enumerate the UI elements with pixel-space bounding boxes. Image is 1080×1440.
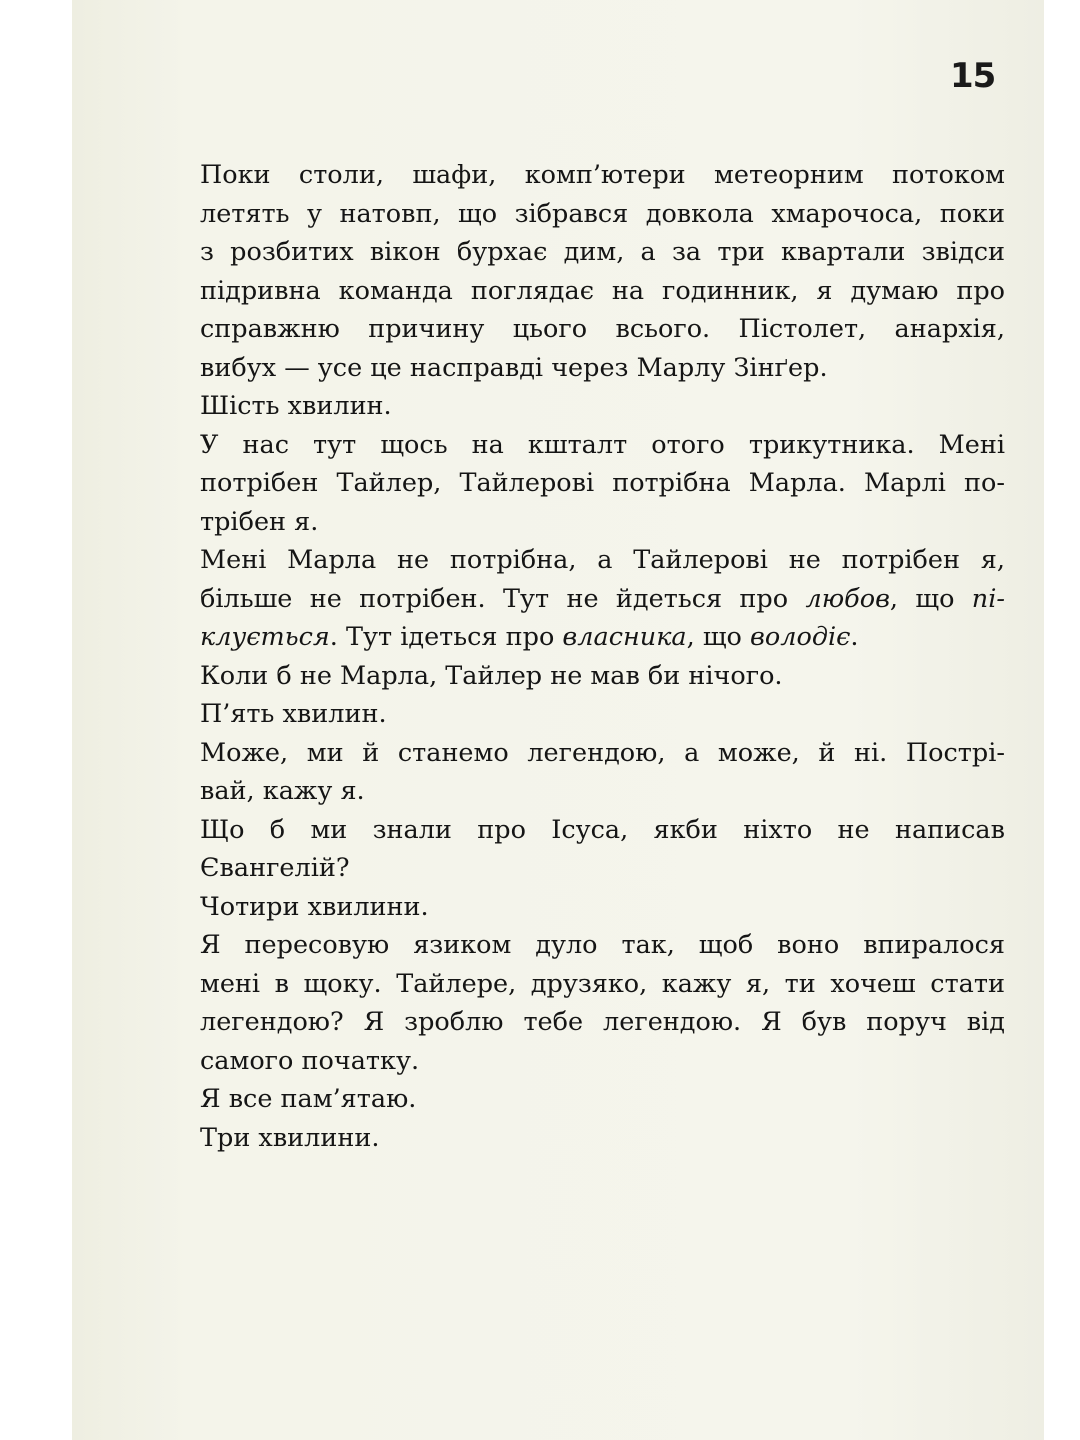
paragraph-9 bbox=[200, 888, 1005, 927]
text-line: У нас тут щось на кшталт отого трикутника. Мені bbox=[200, 429, 1005, 460]
text-line: вибух — усе це насправді через Марлу Зінґер. bbox=[200, 352, 828, 383]
text-run: . bbox=[850, 622, 859, 652]
italic-run: власника bbox=[562, 622, 687, 652]
text-line: Що б ми знали про Ісуса, якби ніхто не написав bbox=[200, 814, 1005, 845]
text-line: справжню причину цього всього. Пістолет, анархія, bbox=[200, 314, 1005, 344]
paragraph-1 bbox=[200, 156, 1005, 387]
text-line: Чотири хвилини. bbox=[200, 891, 429, 922]
page-number: 15 bbox=[950, 56, 996, 96]
text-line: трібен я. bbox=[200, 506, 319, 537]
text-line: Поки столи, шафи, комп’ютери метеорним потоком bbox=[200, 160, 1005, 190]
text-line: Коли б не Марла, Тайлер не мав би нічого. bbox=[200, 660, 783, 691]
italic-run: клується bbox=[200, 622, 330, 652]
text-run: . Тут ідеться про bbox=[329, 622, 563, 652]
paragraph-12 bbox=[200, 1119, 1005, 1158]
text-line bbox=[200, 580, 1005, 619]
paragraph-6 bbox=[200, 695, 1005, 734]
paragraph-7 bbox=[200, 734, 1005, 811]
text-line: з розбитих вікон бурхає дим, а за три квартали звідси bbox=[200, 237, 1005, 267]
text-run: більше не потрібен. Тут не йдеться про bbox=[200, 583, 806, 614]
paragraph-2 bbox=[200, 387, 1005, 426]
text-line: Шість хвилин. bbox=[200, 391, 392, 421]
text-line: Три хвилини. bbox=[200, 1122, 380, 1153]
text-line: Я пересовую язиком дуло так, щоб воно впиралося bbox=[200, 930, 1005, 960]
italic-run: володіє bbox=[750, 622, 851, 652]
paragraph-10 bbox=[200, 926, 1005, 1080]
text-line: летять у натовп, що зібрався довкола хмарочоса, поки bbox=[200, 198, 1005, 229]
paragraph-11 bbox=[200, 1080, 1005, 1119]
text-line: П’ять хвилин. bbox=[200, 699, 387, 729]
text-line: Я все пам’ятаю. bbox=[200, 1084, 417, 1114]
text-line: підривна команда поглядає на годинник, я думаю про bbox=[200, 275, 1005, 306]
text-line: Може, ми й станемо легендою, а може, й ні. Пострi- bbox=[200, 737, 1005, 768]
italic-run: пі- bbox=[971, 583, 1005, 614]
body-text bbox=[200, 156, 1005, 1157]
text-line bbox=[200, 618, 1005, 657]
text-run: , що bbox=[889, 583, 972, 614]
text-line: вай, кажу я. bbox=[200, 776, 365, 806]
text-line: Євангелій? bbox=[200, 853, 350, 883]
text-line: мені в щоку. Тайлере, друзяко, кажу я, ти хочеш стати bbox=[200, 968, 1005, 999]
paragraph-5 bbox=[200, 657, 1005, 696]
paragraph-8 bbox=[200, 811, 1005, 888]
text-line: легендою? Я зроблю тебе легендою. Я був поруч від bbox=[200, 1007, 1005, 1037]
text-line: самого початку. bbox=[200, 1045, 420, 1076]
italic-run: любов bbox=[805, 583, 890, 614]
book-page bbox=[72, 0, 1044, 1440]
paragraph-4 bbox=[200, 541, 1005, 657]
text-line: потрібен Тайлер, Тайлерові потрібна Марла. Марлі по- bbox=[200, 468, 1005, 498]
paragraph-3 bbox=[200, 426, 1005, 542]
text-run: , що bbox=[686, 622, 751, 652]
text-line: Мені Марла не потрібна, а Тайлерові не потрібен я, bbox=[200, 545, 1005, 575]
